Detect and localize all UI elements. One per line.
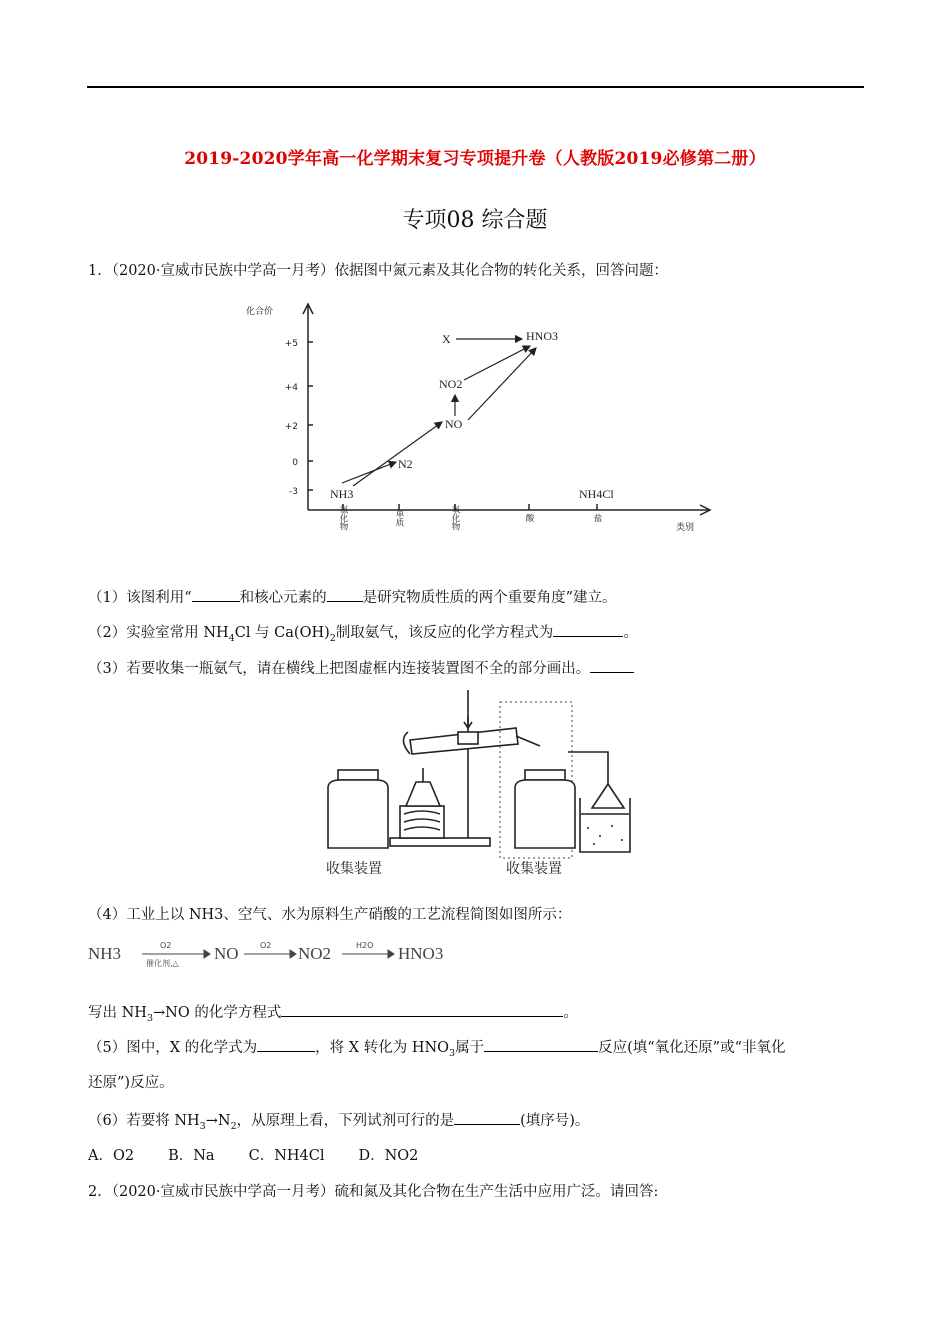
q1-intro: 1．（2020·宣威市民族中学高一月考）依据图中氮元素及其化合物的转化关系，回答问题： — [88, 263, 668, 279]
arrow-no2-hno3 — [464, 346, 530, 380]
flow-nh3: NH3 — [88, 944, 122, 963]
ytick-0: 0 — [292, 458, 298, 468]
blank-6[interactable] — [454, 1110, 520, 1125]
blank-5b[interactable] — [484, 1037, 598, 1052]
flow-catalyst: 催化剂,△ — [146, 959, 179, 968]
option-d[interactable]: D．NO2 — [358, 1148, 419, 1164]
q1-sub5-cont: 还原”)反应。 — [88, 1075, 174, 1091]
blank-3[interactable] — [590, 658, 634, 673]
q1-sub3: （3）若要收集一瓶氨气，请在横线上把图虚框内连接装置图不全的部分画出。 — [88, 658, 634, 679]
arrow-nh3-n2 — [342, 462, 396, 483]
q1-sub5: （5）图中，X 的化学式为 ，将 X 转化为 $HNO_3$属于 反应(填“氧化还原”或“非氧化 — [88, 1037, 786, 1064]
exam-header: 2019-2020学年高一化学期末复习专项提升卷（人教版2019必修第二册） — [184, 149, 766, 169]
left-apparatus-label: 收集装置 — [326, 861, 382, 877]
option-b[interactable]: B．Na — [168, 1148, 215, 1164]
apparatus-diagram — [318, 688, 638, 880]
xcat-acid: 酸 — [524, 513, 534, 523]
q1-options — [88, 1146, 452, 1166]
q1-sub4: （4）工业上以 NH3、空气、水为原料生产硝酸的工艺流程简图如图所示： — [88, 907, 572, 923]
right-jar-cap — [525, 770, 565, 780]
q1-sub1: （1）该图利用“ 和核心元素的 是研究物质性质的两个重要角度”建立。 — [88, 587, 617, 608]
ytick-p2: +2 — [284, 422, 298, 432]
nitrogen-valence-chart — [238, 298, 718, 558]
right-apparatus-label: 收集装置 — [506, 861, 562, 877]
species-no: NO — [445, 417, 463, 431]
delivery-tube-right — [568, 752, 608, 784]
ytick-p5: +5 — [284, 339, 298, 349]
species-n2: N2 — [398, 457, 413, 471]
species-nh4cl: NH4Cl — [579, 487, 614, 501]
flow-no2: NO2 — [298, 944, 332, 963]
flow-o2-b: O2 — [260, 941, 272, 950]
header-rule — [87, 86, 864, 88]
arrow-no-hno3 — [468, 348, 536, 420]
flow-no: NO — [214, 944, 239, 963]
option-a[interactable]: A．O2 — [88, 1148, 135, 1164]
flow-h2o: H2O — [356, 941, 374, 950]
y-axis-label: 化合价 — [246, 307, 274, 317]
blank-2[interactable] — [553, 622, 623, 637]
x-axis-label: 类别 — [676, 523, 695, 533]
process-flow — [88, 934, 468, 970]
species-hno3: HNO3 — [526, 329, 558, 343]
arrow-nh3-no — [353, 422, 442, 486]
option-c[interactable]: C．NH4Cl — [248, 1148, 325, 1164]
q2-intro: 2．（2020·宣威市民族中学高一月考）硫和氮及其化合物在生产生活中应用广泛。请回答: — [88, 1184, 659, 1200]
ytick-m3: -3 — [289, 487, 298, 497]
q1-sub6: （6）若要将 $NH_3\to N_2$，从原理上看，下列试剂可行的是 (填序号)。 — [88, 1110, 589, 1137]
left-jar — [328, 780, 388, 848]
xcat-element: 单质 — [394, 509, 404, 527]
q1-sub2: （2）实验室常用 $NH_4Cl$ 与 $Ca(OH)_2$制取氨气，该反应的化学方程式为 。 — [88, 622, 638, 649]
species-nh3: NH3 — [330, 487, 354, 501]
species-no2: NO2 — [439, 377, 463, 391]
alcohol-lamp — [406, 782, 440, 806]
blank-5a[interactable] — [257, 1037, 315, 1052]
inverted-funnel — [592, 784, 624, 808]
right-jar — [515, 780, 575, 848]
flow-o2-a: O2 — [160, 941, 172, 950]
stand-base — [390, 838, 490, 846]
xcat-salt: 盐 — [592, 513, 602, 523]
q1-sub4-write: 写出 $NH_3\to NO$ 的化学方程式 。 — [88, 1002, 578, 1029]
clamp — [458, 732, 478, 744]
species-x: X — [442, 332, 451, 346]
blank-1b[interactable] — [327, 587, 363, 602]
section-title: 专项08 综合题 — [402, 208, 548, 233]
left-jar-cap — [338, 770, 378, 780]
blank-1a[interactable] — [192, 587, 240, 602]
xcat-hydride: 氢化物 — [338, 505, 348, 531]
xcat-oxide: 氧化物 — [450, 505, 460, 531]
delivery-tube-left — [516, 736, 540, 746]
flow-hno3: HNO3 — [398, 944, 444, 963]
blank-4[interactable] — [281, 1002, 563, 1017]
ytick-p4: +4 — [284, 383, 298, 393]
